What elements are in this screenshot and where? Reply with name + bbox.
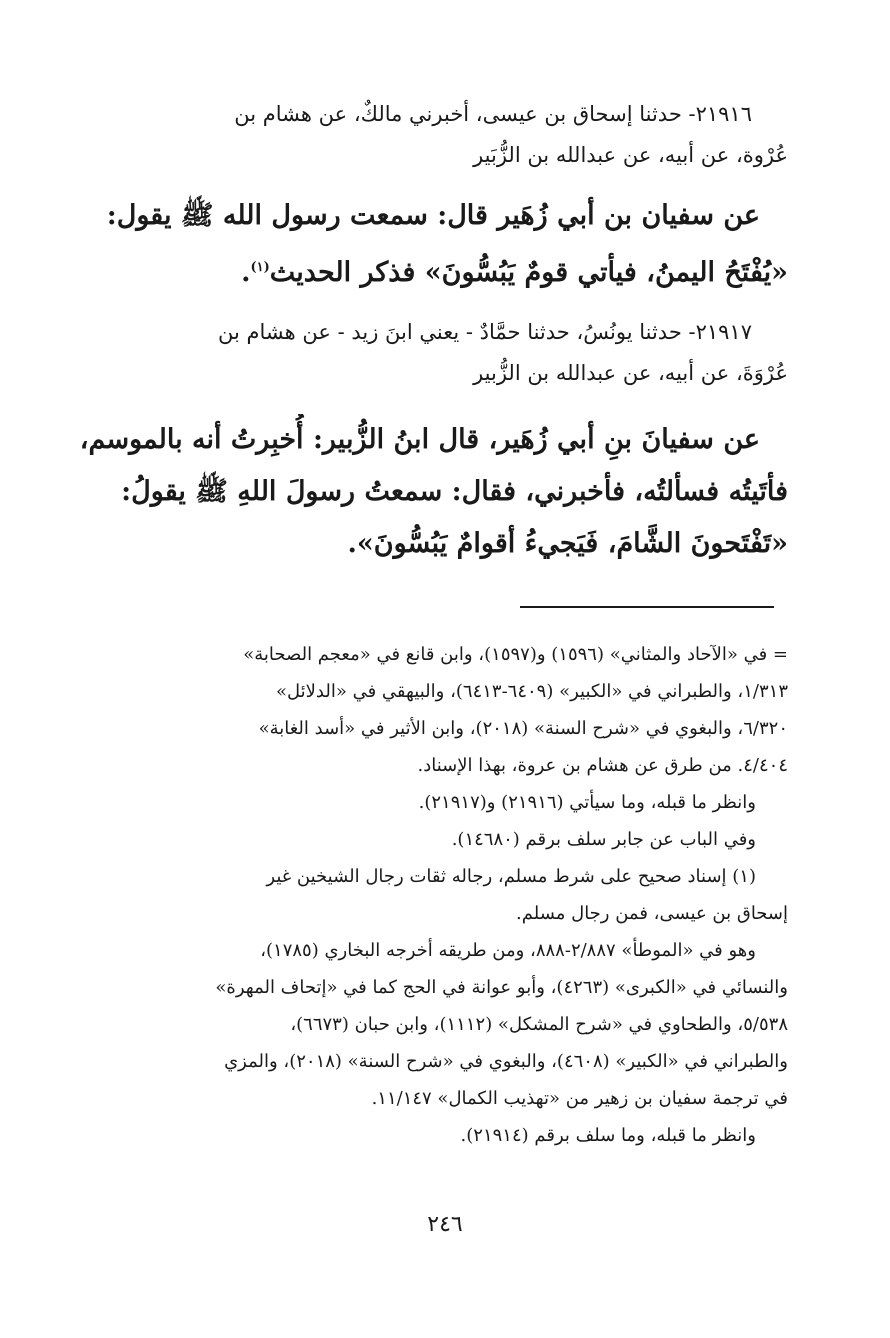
footnote-line: ٤/٤٠٤. من طرق عن هشام بن عروة، بهذا الإسناد. — [417, 755, 788, 776]
footnote-line: = في «الآحاد والمثاني» (١٥٩٦) و(١٥٩٧)، وابن قانع في «معجم الصحابة» — [243, 644, 788, 665]
footnote-1-line: وانظر ما قبله، وما سلف برقم (٢١٩١٤). — [460, 1125, 756, 1146]
footnote-1-line: إسحاق بن عيسى، فمن رجال مسلم. — [516, 903, 788, 924]
isnad-line: ٢١٩١٦- حدثنا إسحاق بن عيسى، أخبرني مالكٌ، عن هشام بن — [234, 102, 752, 126]
footnote-line: وفي الباب عن جابر سلف برقم (١٤٦٨٠). — [451, 829, 756, 850]
page-number: ٢٤٦ — [427, 1212, 463, 1237]
footnote-1-line: (١) إسناد صحيح على شرط مسلم، رجاله ثقات رجال الشيخين غير — [266, 866, 756, 887]
matn-line: فأتَيتُه فسألتُه، فأخبرني، فقال: سمعتُ رسولَ اللهِ ﷺ يقولُ: — [121, 476, 788, 507]
footnote-separator — [520, 606, 774, 608]
hadith-21917-isnad — [68, 312, 788, 394]
isnad-line: عُرْوة، عن أبيه، عن عبدالله بن الزُّبَير — [473, 143, 788, 167]
matn-line: «تَفْتَحونَ الشَّامَ، فَيَجيءُ أقوامٌ يَبُسُّونَ». — [347, 528, 788, 559]
matn-end: . — [241, 257, 251, 288]
footnote-1-line: في ترجمة سفيان بن زهير من «تهذيب الكمال» ١١/١٤٧. — [371, 1088, 788, 1109]
matn-line — [68, 242, 788, 299]
hadith-21916-isnad — [68, 94, 788, 176]
footnote-line: ١/٣١٣، والطبراني في «الكبير» (٦٤٠٩-٦٤١٣)، والبيهقي في «الدلائل» — [275, 681, 788, 702]
footnote-line: وانظر ما قبله، وما سيأتي (٢١٩١٦) و(٢١٩١٧). — [418, 792, 756, 813]
matn-line: عن سفيانَ بنِ أبي زُهَير، قال ابنُ الزُّبير: أُخبِرتُ أنه بالموسم، — [79, 424, 760, 455]
matn-text: «يُفْتَحُ اليمنُ، فيأتي قومٌ يَبُسُّونَ» فذكر الحديث — [269, 257, 788, 288]
isnad-line: ٢١٩١٧- حدثنا يونُسُ، حدثنا حمَّادٌ - يعني ابنَ زيد - عن هشام بن — [218, 320, 752, 344]
isnad-line: عُرْوَةَ، عن أبيه، عن عبدالله بن الزُّبير — [473, 361, 788, 385]
footnote-1-line: وهو في «الموطأ» ٢/٨٨٧-٨٨٨، ومن طريقه أخرجه البخاري (١٧٨٥)، — [260, 940, 756, 961]
footnote-1-line: والطبراني في «الكبير» (٤٦٠٨)، والبغوي في «شرح السنة» (٢٠١٨)، والمزي — [224, 1051, 788, 1072]
footnote-1-line: ٥/٥٣٨، والطحاوي في «شرح المشكل» (١١١٢)، وابن حبان (٦٦٧٣)، — [290, 1014, 788, 1035]
matn-line: عن سفيان بن أبي زُهَير قال: سمعت رسول الله ﷺ يقول: — [106, 200, 760, 231]
footnote-1-line: والنسائي في «الكبرى» (٤٢٦٣)، وأبو عوانة في الحج كما في «إتحاف المهرة» — [215, 977, 788, 998]
footnotes — [68, 636, 788, 1154]
hadith-21916-matn — [68, 190, 788, 299]
footnote-line: ٦/٣٢٠، والبغوي في «شرح السنة» (٢٠١٨)، وابن الأثير في «أسد الغابة» — [258, 718, 788, 739]
hadith-21917-matn — [68, 414, 788, 570]
footnote-ref: (١) — [250, 260, 270, 275]
